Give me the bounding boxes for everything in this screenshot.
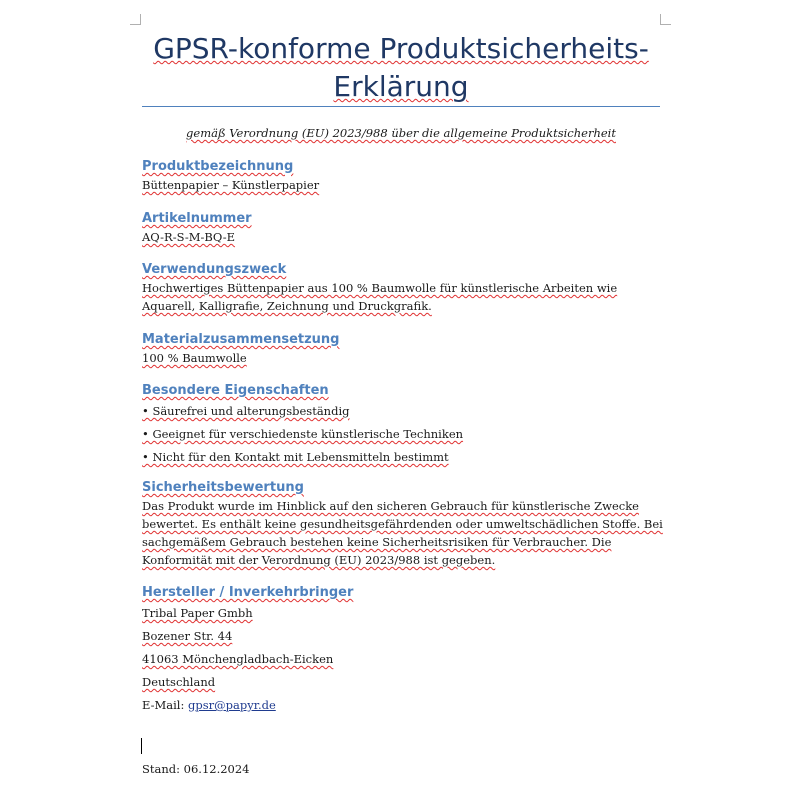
body-text: Das Produkt wurde im Hinblick auf den sicheren Gebrauch für künstlerische Zwecke bewertet. Es enthält keine gesundheitsgefährdenden oder umweltschädlichen Stoffe. Bei sachgemäßem Gebrauch bestehen keine Sicherheitsrisiken für Verbraucher. Die Konformität mit der Verordnung (EU) 2023/988 ist gegeben. — [142, 499, 663, 567]
manufacturer-city — [142, 648, 672, 671]
heading-text: Hersteller / Inverkehrbringer — [142, 585, 354, 600]
heading-text: Artikelnummer — [142, 211, 252, 226]
list-item — [142, 423, 672, 446]
body-text: Hochwertiges Büttenpapier aus 100 % Baumwolle für künstlerische Arbeiten wie Aquarell, Kalligrafie, Zeichnung und Druckgrafik. — [142, 281, 618, 313]
body-text: Büttenpapier – Künstlerpapier — [142, 178, 320, 192]
document-title: GPSR-konforme Produktsicherheits-Erklärung — [153, 32, 649, 103]
company-text: Tribal Paper Gmbh — [142, 606, 253, 620]
text-cursor — [141, 738, 142, 754]
section-heading — [142, 331, 672, 349]
body-text: AQ-R-S-M-BQ-E — [142, 230, 236, 244]
section-body — [142, 228, 672, 246]
section-safety — [142, 479, 672, 569]
heading-text: Verwendungszweck — [142, 262, 287, 277]
body-text: 100 % Baumwolle — [142, 351, 247, 365]
list-item-text: • Nicht für den Kontakt mit Lebensmitteln bestimmt — [142, 450, 449, 464]
heading-text: Sicherheitsbewertung — [142, 480, 304, 495]
list-item — [142, 400, 672, 423]
section-heading — [142, 210, 672, 228]
street-text: Bozener Str. 44 — [142, 629, 233, 643]
list-item-text: • Geeignet für verschiedenste künstlerische Techniken — [142, 427, 464, 441]
section-body — [142, 279, 672, 315]
margin-corner-mark — [660, 14, 671, 25]
section-heading — [142, 479, 672, 497]
section-properties — [142, 382, 672, 469]
section-body — [142, 176, 672, 194]
section-material — [142, 331, 672, 367]
section-purpose — [142, 261, 672, 315]
heading-text: Besondere Eigenschaften — [142, 383, 329, 398]
document-date: Stand: 06.12.2024 — [142, 762, 250, 776]
city-text: 41063 Mönchengladbach-Eicken — [142, 652, 334, 666]
section-heading — [142, 158, 672, 176]
section-body — [142, 497, 672, 569]
heading-text: Produktbezeichnung — [142, 159, 294, 174]
manufacturer-email — [142, 694, 672, 717]
section-body — [142, 349, 672, 367]
section-product-name — [142, 158, 672, 194]
section-manufacturer — [142, 584, 672, 717]
list-item-text: • Säurefrei und alterungsbeständig — [142, 404, 350, 418]
margin-corner-mark — [130, 14, 141, 25]
manufacturer-street — [142, 625, 672, 648]
document-subtitle — [142, 126, 660, 140]
subtitle-text: gemäß Verordnung (EU) 2023/988 über die allgemeine Produktsicherheit — [186, 126, 616, 140]
email-label: E-Mail: — [142, 698, 189, 712]
heading-text: Materialzusammensetzung — [142, 332, 340, 347]
section-article-number — [142, 210, 672, 246]
section-heading — [142, 584, 672, 602]
section-heading — [142, 261, 672, 279]
manufacturer-company — [142, 602, 672, 625]
email-link[interactable]: gpsr@papyr.de — [188, 698, 276, 712]
list-item — [142, 446, 672, 469]
manufacturer-country — [142, 671, 672, 694]
section-heading — [142, 382, 672, 400]
country-text: Deutschland — [142, 675, 216, 689]
title-rule — [142, 106, 660, 107]
